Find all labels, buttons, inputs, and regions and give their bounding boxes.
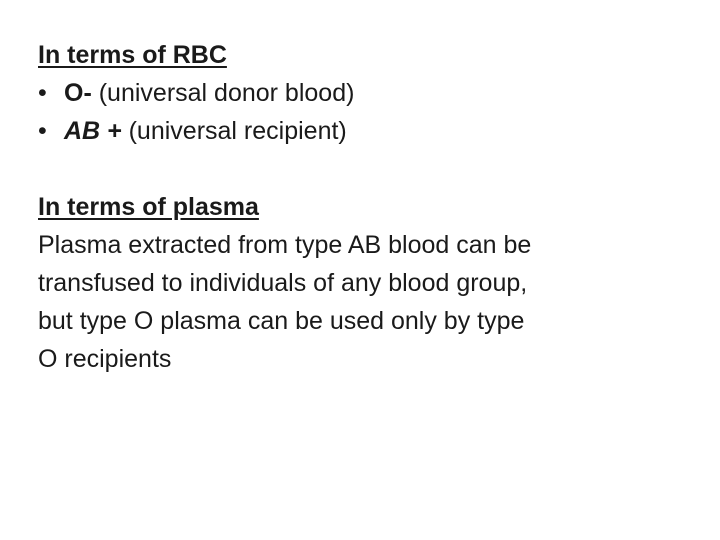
bullet-item-universal-donor	[38, 74, 678, 112]
paragraph-line: but type O plasma can be used only by type	[38, 307, 525, 335]
bullet-marker: •	[38, 79, 47, 107]
plasma-heading: In terms of plasma	[38, 193, 259, 221]
blood-type-description: (universal recipient)	[121, 117, 347, 145]
rbc-heading: In terms of RBC	[38, 41, 227, 69]
bullet-marker: •	[38, 117, 47, 145]
blood-type-description: (universal donor blood)	[91, 79, 355, 107]
paragraph-line: transfused to individuals of any blood group,	[38, 269, 528, 297]
blood-type-term: AB +	[64, 117, 122, 145]
rbc-bullet-list	[38, 74, 678, 150]
blood-type-term: O-	[64, 79, 92, 107]
paragraph-line: Plasma extracted from type AB blood can be	[38, 231, 532, 259]
paragraph-line: O recipients	[38, 345, 172, 373]
slide-content	[38, 36, 678, 378]
bullet-item-universal-recipient	[38, 112, 678, 150]
section-spacer	[38, 150, 678, 188]
plasma-paragraph	[38, 226, 638, 378]
